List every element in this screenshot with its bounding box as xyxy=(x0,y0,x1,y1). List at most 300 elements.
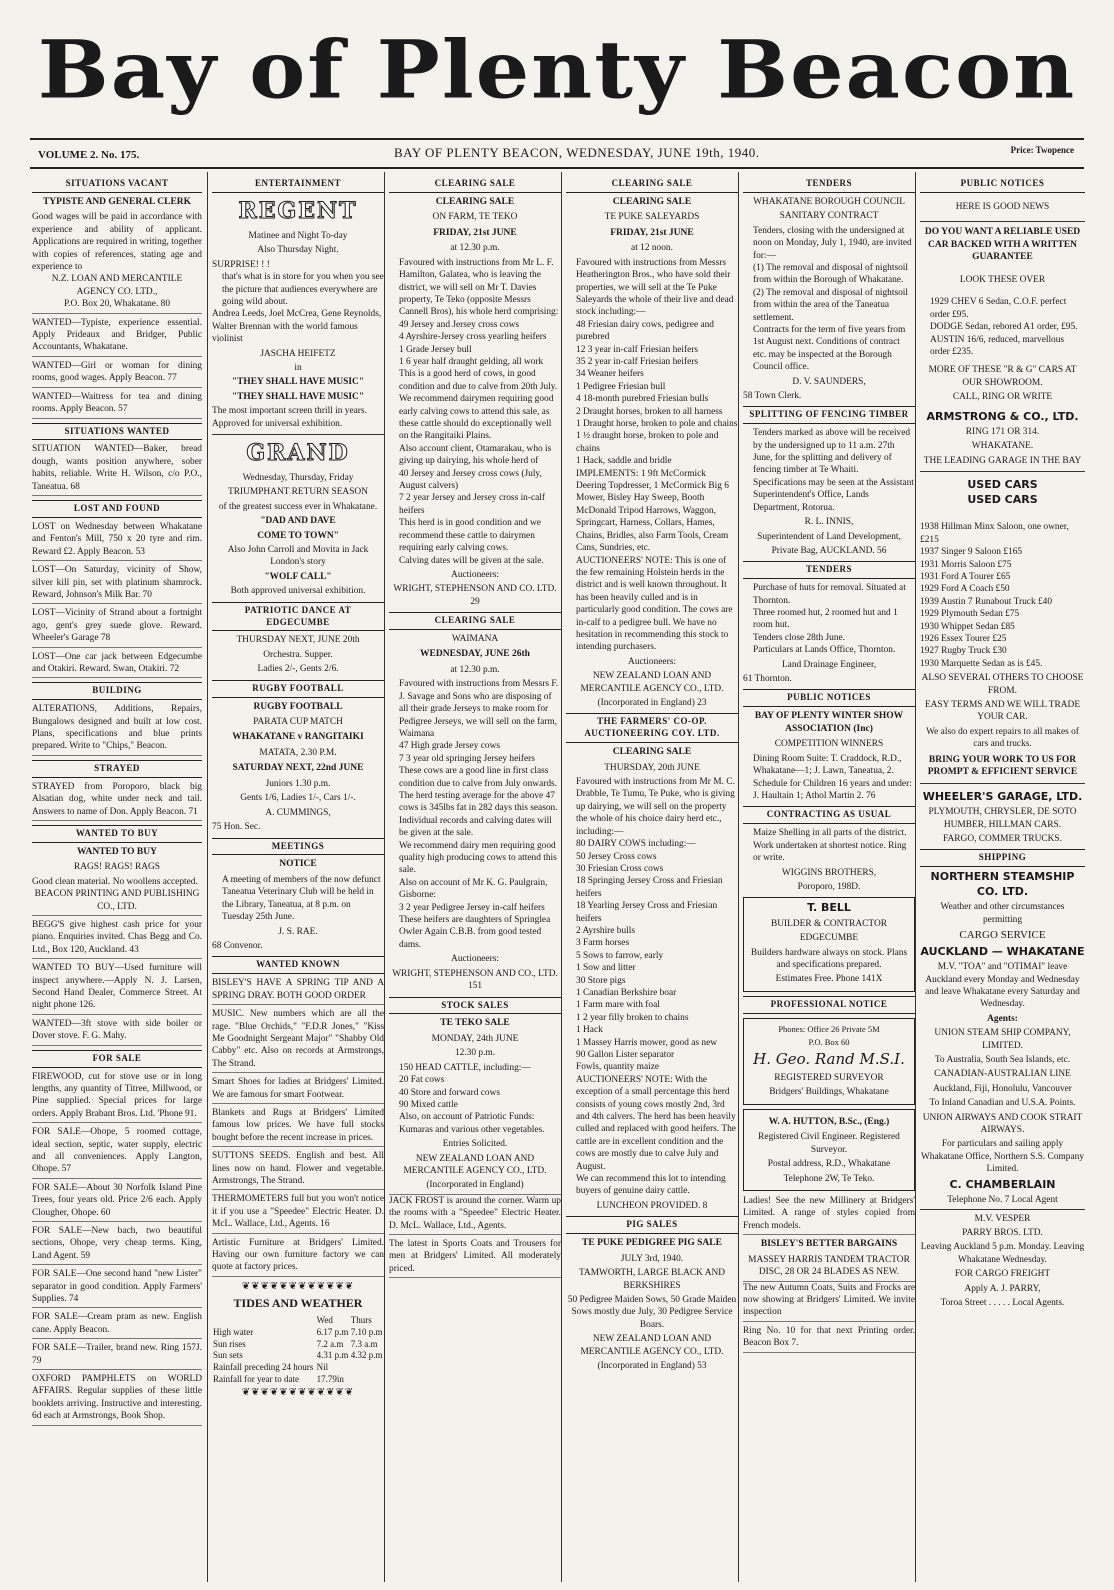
text: Superintendent of Land Development, xyxy=(757,531,901,542)
list-item: 1 Canadian Berkshire boar xyxy=(576,987,677,998)
section-heading: CONTRACTING AS USUAL xyxy=(743,806,915,824)
ad-title: TE PUKE PEDIGREE PIG SALE xyxy=(582,1238,722,1249)
item-list xyxy=(389,319,561,369)
list-item: 1 Massey Harris mower, good as new xyxy=(576,1037,717,1048)
classified-ad: FOR SALE—One second hand "new Lister" separator in good condition. Apply Farmers' Supplies. 74 xyxy=(32,1268,202,1308)
text: Schedule for Children 16 years and under: J. Haultain 1; Athol Martin 2. 76 xyxy=(753,778,912,801)
text: To Australia, South Sea Islands, etc. xyxy=(934,1055,1071,1065)
text: Phones: Office 26 Private 5M xyxy=(778,1023,880,1034)
text: Land Drainage Engineer, xyxy=(781,659,877,670)
section-heading: WANTED KNOWN xyxy=(212,956,384,974)
text: (1) The removal and disposal of nightsoil from within the Borough of Whakatane. xyxy=(753,262,909,286)
section-heading: RUGBY FOOTBALL xyxy=(212,680,384,698)
tide-cell xyxy=(350,1362,384,1374)
text: WRIGHT, STEPHENSON AND CO., LTD. 151 xyxy=(392,968,558,992)
classified-ad: ALTERATIONS, Additions, Repairs, Bungalows designed and built at low cost. Plans, specifications and blue prints prepared. Write to "Chips," Beacon. xyxy=(32,703,202,756)
film-title: "WOLF CALL" xyxy=(264,571,332,582)
classified-ad: OXFORD PAMPHLETS on WORLD AFFAIRS. Regular supplies of these little booklets arriving. Instructive and interesting. 6d each at Armstrongs, Book Shop. xyxy=(32,1373,202,1426)
text: Bridgers' Buildings, Whakatane xyxy=(769,1087,889,1098)
text: Auckland, Fiji, Honolulu, Vancouver xyxy=(933,1083,1072,1094)
text: Also, on account of Patriotic Funds: Kumaras and various other vegetables. xyxy=(399,1112,545,1135)
text: Particulars at Lands Office, Thornton. xyxy=(753,645,896,656)
classified-ad: MUSIC. New numbers which are all the rage. "Blue Orchids," "F.D.R Jones," "Kiss Me Goodnight Sergeant Major" "Shabby Old Cabby" etc. Also on records at Armstrongs, The Strand. xyxy=(212,1008,384,1073)
text: Registered Civil Engineer. Registered Surveyor. xyxy=(758,1132,900,1155)
text: WAIMANA xyxy=(451,634,499,644)
list-item: 34 Weaner heifers xyxy=(576,369,644,380)
text: A. CUMMINGS, xyxy=(265,807,331,818)
list-item: 30 Friesian Cross cows xyxy=(576,863,664,874)
list-item: 80 DAIRY COWS including:— xyxy=(576,839,696,850)
text: AUCTIONEERS' NOTE: With the exception of a small percentage this herd consists of young cows mostly 2nd, 3rd and 4th calvers. The herd has been heavily culled and replaced with good heifers. The cattle are in excellent condition and the cows are mostly due to calve July and August. xyxy=(576,1074,736,1172)
column-4 xyxy=(561,172,742,1582)
text: WIGGINS BROTHERS, xyxy=(781,867,877,878)
text: 61 Thornton. xyxy=(743,674,792,685)
text: SURPRISE! ! ! xyxy=(212,259,270,270)
list-item: 1939 Austin 7 Runabout Truck £40 xyxy=(920,596,1053,607)
text: 75 Hon. Sec. xyxy=(212,822,261,833)
section-heading: PROFESSIONAL NOTICE xyxy=(743,996,915,1014)
text: Agents: xyxy=(987,1013,1018,1024)
classified-ad: FOR SALE—About 30 Norfolk Island Pine Trees, four years old. Price 2/6 each. Apply Clougher, Ohope. 60 xyxy=(32,1182,202,1222)
ad-title: TE TEKO SALE xyxy=(440,1018,510,1029)
ad-title: CLEARING SALE xyxy=(612,747,692,758)
classified-ad: BEGG'S give highest cash price for your piano. Enquiries invited. Chas Begg and Co. Ltd., Box 120, Auckland. 43 xyxy=(32,919,202,959)
ad-address: P.O. Box 20, Whakatane. 80 xyxy=(63,299,171,310)
section-heading: ENTERTAINMENT xyxy=(212,176,384,193)
ad-title: NOTICE xyxy=(279,859,317,870)
text: Favoured with instructions from Mr L. F. Hamilton, Galatea, who is leaving the district, we will sell on Mr T. Davies property, Te Teko (opposite Messrs Cannell Bros), his whole herd comprising: xyxy=(399,257,559,318)
list-item: 50 Jersey Cross cows xyxy=(576,851,657,862)
text: IMPLEMENTS: 1 9ft McCormick Deering Topdresser, 1 McCormick Big 6 Mower, Bisley Hay Sweep, Booth McDonald Tripod Harrows, Waggon, Springcart, Harness, Collars, Hames, Chains, Bridles, also Farm Tools, Cream Cans, Sundries, etc. xyxy=(576,468,729,554)
column-5 xyxy=(738,172,919,1582)
classified-ad: The latest in Sports Coats and Trousers for men at Bridgers' Limited. All moderately priced. xyxy=(389,1238,561,1278)
list-item: 1 6 year half draught gelding, all work xyxy=(399,357,544,367)
section-heading: TENDERS xyxy=(743,561,915,579)
ad-title: BAY OF PLENTY WINTER SHOW ASSOCIATION (Inc) xyxy=(754,711,904,734)
signature-name: H. Geo. Rand M.S.I. xyxy=(753,1050,905,1069)
text: This is a good herd of cows, in good condition and due to calve from 20th July. xyxy=(399,369,558,392)
classified-ad: The new Autumn Coats, Suits and Frocks are now showing at Bridgers' Limited. We invite inspection xyxy=(743,1281,915,1322)
classified-ad: Ladies! See the new Millinery at Bridgers' Limited. A range of styles copied from French models. xyxy=(743,1195,915,1235)
list-item: 1929 Plymouth Sedan £75 xyxy=(920,609,1020,620)
text: at 12.30 p.m. xyxy=(450,664,500,675)
text: THURSDAY, 20th JUNE xyxy=(604,762,700,773)
section-heading: CLEARING SALE xyxy=(389,612,561,630)
tides-table xyxy=(212,1315,384,1386)
film-title: "THEY SHALL HAVE MUSIC" xyxy=(231,391,365,402)
text: COMPETITION WINNERS xyxy=(774,739,884,750)
list-item: 1930 Whippet Sedan £85 xyxy=(920,621,1015,632)
grand-logo: GRAND xyxy=(212,434,384,468)
tide-cell: 7.3 a.m xyxy=(350,1338,378,1349)
text: Auctioneers: xyxy=(628,656,676,667)
classified-ad: FOR SALE—Trailer, brand new. Ring 157J. 79 xyxy=(32,1342,202,1370)
text: EDGECUMBE xyxy=(799,933,859,944)
section-heading: STRAYED xyxy=(32,760,202,778)
decorative-border: ❦❦❦❦❦❦❦❦❦❦❦❦ xyxy=(241,1280,355,1292)
classified-ad: LOST—One car jack between Edgecumbe and Otakiri. Reward. Swan, Otakiri. 72 xyxy=(32,651,202,679)
tide-cell: Rainfall preceding 24 hours xyxy=(213,1362,314,1373)
classified-ad: Ring No. 10 for that next Printing order. Beacon Box 7. xyxy=(743,1325,915,1353)
masthead xyxy=(0,10,1114,130)
columns xyxy=(32,172,1084,1582)
classified-ad: WANTED—Girl or woman for dining rooms, good wages. Apply Beacon. 77 xyxy=(32,360,202,388)
section-heading: LOST AND FOUND xyxy=(32,500,202,518)
text: These heifers are daughters of Springlea Owler Again C.B.B. from good tested dams. xyxy=(399,915,551,950)
list-item: 1931 Morris Saloon £75 xyxy=(920,559,1012,570)
text: R. L. INNIS, xyxy=(804,517,854,528)
tides-header: Thurs xyxy=(350,1314,372,1325)
text: We can recommend this lot to intending buyers of genuine dairy cattle. xyxy=(576,1174,726,1197)
rand-ad xyxy=(743,1018,915,1105)
text: 12.30 p.m. xyxy=(454,1048,496,1059)
section-heading: SHIPPING xyxy=(920,849,1085,867)
text: Poroporo, 198D. xyxy=(797,881,861,892)
list-item: 1 Hack, saddle and bridle xyxy=(576,456,672,467)
tide-cell: 7.10 p.m xyxy=(350,1326,383,1337)
list-item: 2 Draught horses, broken to all harness xyxy=(576,406,723,417)
list-item: 7 3 year old springing Jersey heifers xyxy=(399,753,535,764)
text: Postal address, R.D., Whakatane xyxy=(767,1159,891,1170)
ad-title: WANTED TO BUY xyxy=(77,846,157,857)
text: CARGO SERVICE xyxy=(959,929,1046,942)
column-2 xyxy=(207,172,388,1582)
section-heading: PUBLIC NOTICES xyxy=(743,689,915,707)
section-heading: MEETINGS xyxy=(212,838,384,856)
match-title: WHAKATANE v RANGITAIKI xyxy=(232,732,364,743)
text: Private Bag, AUCKLAND. 56 xyxy=(771,545,887,556)
text: Ladies 2/-, Gents 2/6. xyxy=(257,664,339,675)
ad-firm: BEACON PRINTING AND PUBLISHING CO., LTD. xyxy=(34,889,200,912)
text: Individual records and calving dates will be given at the sale. xyxy=(399,815,552,839)
text: MONDAY, 24th JUNE xyxy=(431,1033,519,1044)
section-heading: WANTED TO BUY xyxy=(32,825,202,843)
item-list xyxy=(566,319,738,468)
text: Contracts for the term of five years from 1st August next. Conditions of contract etc. may be inspected at the Borough Council office. xyxy=(753,324,906,373)
ad-title: CLEARING SALE xyxy=(612,196,692,207)
list-item: 90 Gallon Lister separator xyxy=(576,1050,675,1060)
text: Calving dates will be given at the sale. xyxy=(399,555,544,566)
text: LOOK THESE OVER xyxy=(959,274,1046,285)
rags-ad xyxy=(32,846,202,916)
list-item: 30 Store pigs xyxy=(576,975,626,986)
text: Telephone 2W, Te Teko. xyxy=(783,1173,875,1184)
text: Specifications may be seen at the Assistant Superintendent's Office, Lands Department, Rotorua. xyxy=(753,477,914,513)
text: WRIGHT, STEPHENSON AND CO. LTD. 29 xyxy=(393,584,557,607)
list-item: 20 Fat cows xyxy=(399,1075,445,1086)
text: TAMWORTH, LARGE BLACK AND BERKSHIRES xyxy=(578,1268,726,1291)
text: WHAKATANE BOROUGH COUNCIL xyxy=(753,196,905,207)
text: Also on account of Mr K. G. Paulgrain, Gisborne: xyxy=(399,877,548,901)
tides-header: Wed xyxy=(316,1314,333,1325)
sale-date: FRIDAY, 21st JUNE xyxy=(433,227,517,238)
text: AUCTIONEERS' NOTE: This is one of the few remaining Holstein herds in the district and is well known throughout. It has been heavily culled and is in particularly good condition. The cows are in-calf to a pedigree bull. We have no hesitation in recommending this stock to intending purchasers. xyxy=(576,555,733,653)
text: To Inland Canadian and U.S.A. Points. xyxy=(929,1098,1076,1109)
text: Weather and other circumstances permitting xyxy=(940,902,1065,925)
text: JULY 3rd, 1940. xyxy=(620,1253,684,1264)
ad-title: DO YOU WANT A RELIABLE USED CAR BACKED WITH A WRITTEN GUARANTEE xyxy=(920,221,1085,264)
classified-ad: THERMOMETERS full but you won't notice it if you use a "Speedee" Electric Heater. D. McL. Wallace, Ltd., Agents. 16 xyxy=(212,1193,384,1233)
classified-ad: WANTED—Typiste, experience essential. Apply Prideaux and Bridger, Public Accountants, Whakatane. xyxy=(32,317,202,357)
list-item: 1 Farm mare with foal xyxy=(576,1000,660,1011)
classified-ad: FOR SALE—New bach, two beautiful sections, Ohope, very cheap terms. King, Land Agent. 59 xyxy=(32,1225,202,1265)
bell-ad xyxy=(743,897,915,992)
column-1 xyxy=(32,172,206,1582)
list-item: 1931 Ford A Tourer £65 xyxy=(920,571,1011,582)
text: that's what is in store for you when you see the picture that audiences everywhere are going wild about. xyxy=(222,272,384,307)
text: Tenders close 28th June. xyxy=(753,632,846,643)
text: 50 Pedigree Maiden Sows, 50 Grade Maiden Sows mostly due July, 30 Pedigree Service Boars. xyxy=(567,1294,737,1330)
tide-cell: Rainfall for year to date xyxy=(213,1374,299,1385)
text: PLYMOUTH, CHRYSLER, DE SOTO HUMBER, HILLMAN CARS. xyxy=(928,807,1077,830)
text: CANADIAN-AUSTRALIAN LINE xyxy=(934,1069,1071,1080)
text: Tenders marked as above will be received by the undersigned up to 11 a.m. 27th June, for the splitting and delivery of fencing timber at Te Whaiti. xyxy=(753,428,911,476)
text: Favoured with instructions from Messrs F. J. Savage and Sons who are disposing of all their grade Jerseys to make room for Pedigree Jerseys, we will sell on the farm, Waimana xyxy=(399,679,559,739)
tide-cell: Nil xyxy=(316,1362,329,1373)
tide-cell: Sun sets xyxy=(213,1350,243,1361)
text: The herd testing average for the above 47 cows is 345lbs fat in 282 days this season. xyxy=(399,791,558,814)
classified-ad: LOST—On Saturday, vicinity of Show, silver kill pin, set with platinum shamrock. Reward, Johnson's Milk Bar. 70 xyxy=(32,564,202,604)
firm-name: NORTHERN STEAMSHIP CO. LTD. xyxy=(930,870,1075,898)
text: Maize Shelling in all parts of the district. Work undertaken at shortest notice. Ring or write. xyxy=(753,828,907,864)
text: Favoured with instructions from Messrs Heatherington Bros., who have sold their properties, we will sell at the Te Puke Saleyards the whole of their live and dead stock including:— xyxy=(576,257,734,318)
text: (2) The removal and disposal of nightsoil from within the area of the Taneatua settlement. xyxy=(753,287,909,323)
section-heading: PUBLIC NOTICES xyxy=(920,176,1085,193)
list-item: 1 Grade Jersey bull xyxy=(399,344,472,355)
classified-ad: SUTTONS SEEDS. English and best. All lines now on hand. Flower and vegetable. Armstrongs, The Strand. xyxy=(212,1150,384,1190)
section-heading: STOCK SALES xyxy=(389,997,561,1015)
text: (Incorporated in England) 53 xyxy=(597,1360,707,1371)
list-item: 47 High grade Jersey cows xyxy=(399,741,501,752)
text: UNION STEAM SHIP COMPANY, LIMITED. xyxy=(934,1028,1071,1051)
text: of the greatest success ever in Whakatane. xyxy=(218,501,378,512)
typiste-ad xyxy=(32,196,202,314)
tides-title: TIDES AND WEATHER xyxy=(233,1296,363,1310)
classified-ad: STRAYED from Poroporo, black big Alsatian dog, white under neck and tail. Answers to name of Don. Apply Beacon. 71 xyxy=(32,781,202,821)
ad-body: Good wages will be paid in accordance with experience and ability of applicant. Applications are required in writing, together with copies of references, stating age and experience to xyxy=(32,212,202,273)
list-item: 1937 Singer 9 Saloon £165 xyxy=(920,547,1023,558)
section-heading: SITUATIONS WANTED xyxy=(32,423,202,441)
classified-ad: FIREWOOD, cut for stove use or in long lengths, any quantity of Titree, Millwood, or Pine supplied. Special prices for large orders. Apply Brabant Bros. Ltd. 'Phone 91. xyxy=(32,1071,202,1124)
text: Telephone No. 7 Local Agent xyxy=(947,1195,1058,1206)
list-item: 1 Pedigree Friesian bull xyxy=(576,381,666,392)
film-title: "THEY SHALL HAVE MUSIC" xyxy=(231,377,365,388)
text: This herd is in good condition and we recommend these cattle to dairymen requiring early calving cows. xyxy=(399,518,541,554)
text: Auctioneers: xyxy=(451,569,499,580)
list-item: 3 Farm horses xyxy=(576,938,630,949)
ad-title: BISLEY'S BETTER BARGAINS xyxy=(760,1239,898,1250)
text: MATATA, 2.30 P.M. xyxy=(259,748,337,758)
text: Apply A. J. PARRY, xyxy=(964,1283,1041,1294)
section-heading: PIG SALES xyxy=(566,1216,738,1234)
text: D. V. SAUNDERS, xyxy=(792,376,866,387)
text: Both approved universal exhibition. xyxy=(230,586,366,597)
newspaper-title: Bay of Plenty Beacon xyxy=(37,22,1077,117)
list-item: 1926 Essex Tourer £25 xyxy=(920,633,1007,644)
text: A meeting of members of the now defunct Taneatua Veterinary Club will be held in the Library, Taneatua, at 8 p.m. on Tuesday 25th June. xyxy=(222,874,381,923)
text: at 12 noon. xyxy=(631,243,673,254)
text: Andrea Leeds, Joel McCrea, Gene Reynolds, Walter Brennan with the world famous violinist xyxy=(212,309,382,345)
text: NEW ZEALAND LOAN AND MERCANTILE AGENCY CO., LTD. xyxy=(403,1153,547,1176)
text: at 12.30 p.m. xyxy=(450,243,500,254)
text: Gents 1/6, Ladies 1/-, Cars 1/-. xyxy=(240,793,356,804)
text: MASSEY HARRIS TANDEM TRACTOR DISC, 28 OR 24 BLADES AS NEW. xyxy=(748,1254,910,1278)
price: Price: Twopence xyxy=(1010,145,1074,155)
list-item: 1930 Marquette Sedan as is £45. xyxy=(920,658,1043,669)
dateline: BAY OF PLENTY BEACON, WEDNESDAY, JUNE 19th, 1940. xyxy=(394,145,760,160)
text: 1929 CHEV 6 Sedan, C.O.F. perfect order £95. xyxy=(930,297,1067,320)
ad-title: W. A. HUTTON, B.Sc., (Eng.) xyxy=(768,1116,890,1127)
text: J. S. RAE. xyxy=(278,926,318,937)
firm-name: WHEELER'S GARAGE, LTD. xyxy=(920,783,1085,805)
classified-ad: LOST—Vicinity of Strand about a fortnight ago, gent's grey suede glove. Reward. Wheeler's Garage 78 xyxy=(32,607,202,647)
tide-cell: 4.32 p.m xyxy=(350,1350,383,1361)
classified-ad: WANTED TO BUY—Used furniture will inspect anywhere.—Apply N. J. Larsen, Second Hand Dealer, Commerce Street. At night phone 126. xyxy=(32,962,202,1015)
text: Toroa Street . . . . . Local Agents. xyxy=(940,1298,1065,1309)
classified-ad: WANTED—3ft stove with side boiler or Dover stove. F. G. Mahy. xyxy=(32,1018,202,1046)
classified-ad: Blankets and Rugs at Bridgers' Limited famous low prices. We have full stocks bought before the recent increase in prices. xyxy=(212,1107,384,1147)
text: DODGE Sedan, rebored A1 order, £95. xyxy=(930,322,1078,333)
list-item: 4 Ayrshire-Jersey cross yearling heifers xyxy=(399,332,547,343)
text: ON FARM, TE TEKO xyxy=(432,212,518,223)
text: (Incorporated in England) xyxy=(426,1180,524,1191)
list-item: 150 HEAD CATTLE, including:— xyxy=(399,1062,531,1073)
match-date: SATURDAY NEXT, 22nd JUNE xyxy=(232,763,364,774)
text: Also Thursday Night. xyxy=(257,245,339,256)
tide-cell: High water xyxy=(213,1326,254,1337)
list-item: 40 Jersey and Jersey cross cows (July, August calvers) xyxy=(399,468,542,492)
text: THURSDAY NEXT, JUNE 20th xyxy=(236,635,360,646)
firm-name: C. CHAMBERLAIN xyxy=(949,1177,1056,1191)
text: RING 171 OR 314. xyxy=(965,427,1040,438)
text: PARATA CUP MATCH xyxy=(253,717,343,728)
tide-cell xyxy=(350,1374,384,1386)
text: We also do expert repairs to all makes of cars and trucks. xyxy=(926,726,1079,750)
text: BUILDER & CONTRACTOR xyxy=(771,918,887,929)
film-title: "DAD AND DAVE xyxy=(260,516,336,527)
section-heading: BUILDING xyxy=(32,682,202,700)
classified-ad: WANTED—Waitress for tea and dining rooms. Apply Beacon. 57 xyxy=(32,391,202,419)
ad-body: Good clean material. No woollens accepted. xyxy=(32,876,198,887)
text: We recommend dairy men requiring good quality high producing cows to attend this sale. xyxy=(399,840,557,876)
list-item: 1 Sow and litter xyxy=(576,963,636,974)
text: HERE IS GOOD NEWS xyxy=(955,201,1050,212)
item-list xyxy=(566,838,738,1074)
text: Orchestra. Supper. xyxy=(263,649,333,660)
text: (Incorporated in England) 23 xyxy=(597,697,707,708)
list-item: 18 Yearling Jersey Cross and Friesian heifers xyxy=(576,901,718,924)
item-list xyxy=(389,902,561,914)
firm-name: ARMSTRONG & CO., LTD. xyxy=(926,409,1079,423)
section-heading: THE FARMERS' CO-OP. AUCTIONEERING COY. LTD. xyxy=(566,713,738,743)
info-bar xyxy=(38,145,1074,167)
text: M.V. VESPER xyxy=(920,1209,1085,1225)
hutton-ad xyxy=(743,1109,915,1191)
ad-title: CLEARING SALE xyxy=(435,196,515,207)
item-list xyxy=(389,1062,561,1112)
text: EASY TERMS AND WE WILL TRADE YOUR CAR. xyxy=(924,699,1081,723)
text: in xyxy=(294,362,302,373)
ad-subtitle: RAGS! RAGS! RAGS xyxy=(74,862,160,873)
car-list xyxy=(920,521,1085,670)
tide-cell: 17.79in xyxy=(316,1374,344,1385)
list-item: 18 Springing Jersey Cross and Friesian heifers xyxy=(576,876,723,899)
tide-cell: 4.31 p.m xyxy=(316,1350,349,1361)
text: Tenders, closing with the undersigned at noon on Monday, July 1, 1940, are invited for:— xyxy=(753,225,912,261)
text: P.O. Box 60 xyxy=(808,1036,850,1047)
route: AUCKLAND — WHAKATANE xyxy=(920,944,1085,958)
heading: USED CARS xyxy=(967,492,1038,506)
classified-ad: FOR SALE—Cream pram as new. English cane. Apply Beacon. xyxy=(32,1311,202,1339)
section-heading: CLEARING SALE xyxy=(566,176,738,193)
text: TRIUMPHANT RETURN SEASON xyxy=(228,487,368,498)
text: FOR CARGO FREIGHT xyxy=(954,1269,1051,1280)
volume-number: VOLUME 2. No. 175. xyxy=(38,149,140,161)
text: FARGO, COMMER TRUCKS. xyxy=(943,834,1062,844)
text: Favoured with instructions from Mr M. C. Drabble, Te Tumu, Te Puke, who is giving up dairying, we will sell on the property the whole of his choice dairy herd etc., including:— xyxy=(576,777,735,837)
classified-ad: BISLEY'S HAVE A SPRING TIP AND A SPRING DRAY. BOTH GOOD ORDER xyxy=(212,977,384,1005)
text: These cows are a good line in first class condition due to calve from July onwards. xyxy=(399,766,558,789)
list-item: 49 Jersey and Jersey cross cows xyxy=(399,319,520,330)
classified-ad: LOST on Wednesday between Whakatane and Fenton's Mill, 750 x 20 tyre and rim. Reward £2. Apply Beacon. 53 xyxy=(32,521,202,561)
classified-ad: SITUATION WANTED—Baker, bread dough, wants position anywhere, sober habits, reliable. Write H. Wilson, c/o P.O., Taneatua. 68 xyxy=(32,443,202,496)
text: Approved for universal exhibition. xyxy=(212,418,343,429)
list-item: 90 Mixed cattle xyxy=(399,1099,458,1110)
text: NEW ZEALAND LOAN AND MERCANTILE AGENCY CO., LTD. xyxy=(580,671,724,694)
ad-title: BRING YOUR WORK TO US FOR PROMPT & EFFICIENT SERVICE xyxy=(927,754,1078,778)
list-item: 1 ½ draught horse, broken to pole and chains xyxy=(576,431,719,454)
text: Entries Solicited. xyxy=(442,1139,508,1150)
list-item: 48 Friesian dairy cows, pedigree and purebred xyxy=(576,319,714,343)
column-3 xyxy=(384,172,565,1582)
list-item: 1 2 year filly broken to chains xyxy=(576,1012,689,1023)
top-rule xyxy=(30,138,1084,140)
text: REGISTERED SURVEYOR xyxy=(774,1072,884,1083)
section-heading: SPLITTING OF FENCING TIMBER xyxy=(743,406,915,424)
text: The most important screen thrill in years. xyxy=(212,406,367,417)
text: TE PUKE SALEYARDS xyxy=(604,212,700,223)
text: Estimates Free. Phone 141X xyxy=(775,974,883,985)
list-item: 40 Store and forward cows xyxy=(399,1087,501,1098)
list-item: 1 Hack xyxy=(576,1025,603,1036)
text: Three roomed hut, 2 roomed hut and 1 room hut. xyxy=(753,608,898,631)
text: UNION AIRWAYS AND COOK STRAIT AIRWAYS. xyxy=(922,1112,1083,1136)
ad-title: RUGBY FOOTBALL xyxy=(253,701,343,712)
text: LUNCHEON PROVIDED. 8 xyxy=(596,1200,708,1211)
text: Also account client, Otamarakau, who is giving up dairying, his whole herd of xyxy=(399,443,552,467)
text: Juniors 1.30 p.m. xyxy=(265,778,331,789)
text: CALL, RING OR WRITE xyxy=(952,392,1053,403)
text: M.V. "TOA" and "OTIMAI" leave Auckland every Monday and Wednesday and leave Whakatane every Saturday and Wednesday. xyxy=(925,962,1080,1010)
column-6 xyxy=(915,172,1089,1582)
classified-ad: Artistic Furniture at Bridgers' Limited. Having our own furniture factory we can quote at factory prices. xyxy=(212,1237,384,1277)
tide-cell: Sun rises xyxy=(213,1338,246,1349)
tide-cell: 7.2 a.m xyxy=(316,1338,344,1349)
text: NEW ZEALAND LOAN AND MERCANTILE AGENCY CO., LTD. xyxy=(580,1334,724,1357)
list-item: 1 Draught horse, broken to pole and chains xyxy=(576,419,738,430)
heading: USED CARS xyxy=(920,471,1085,493)
list-item: 1938 Hillman Minx Saloon, one owner, £215 xyxy=(920,522,1069,545)
text: SANITARY CONTRACT xyxy=(779,211,879,222)
bottom-rule xyxy=(30,167,1084,169)
film-title: COME TO TOWN" xyxy=(257,530,339,541)
sale-date: WEDNESDAY, JUNE 26th xyxy=(420,649,530,660)
text: MORE OF THESE "R & G" CARS AT OUR SHOWROOM. xyxy=(928,365,1077,388)
classified-ad: Smart Shoes for ladies at Bridgers' Limited. We are famous for smart Footwear. xyxy=(212,1076,384,1104)
text: Auctioneers: xyxy=(451,954,499,965)
text: AUSTIN 16/6, reduced, marvellous order £235. xyxy=(930,334,1065,357)
list-item: Fowls, quantity maize xyxy=(576,1062,660,1073)
